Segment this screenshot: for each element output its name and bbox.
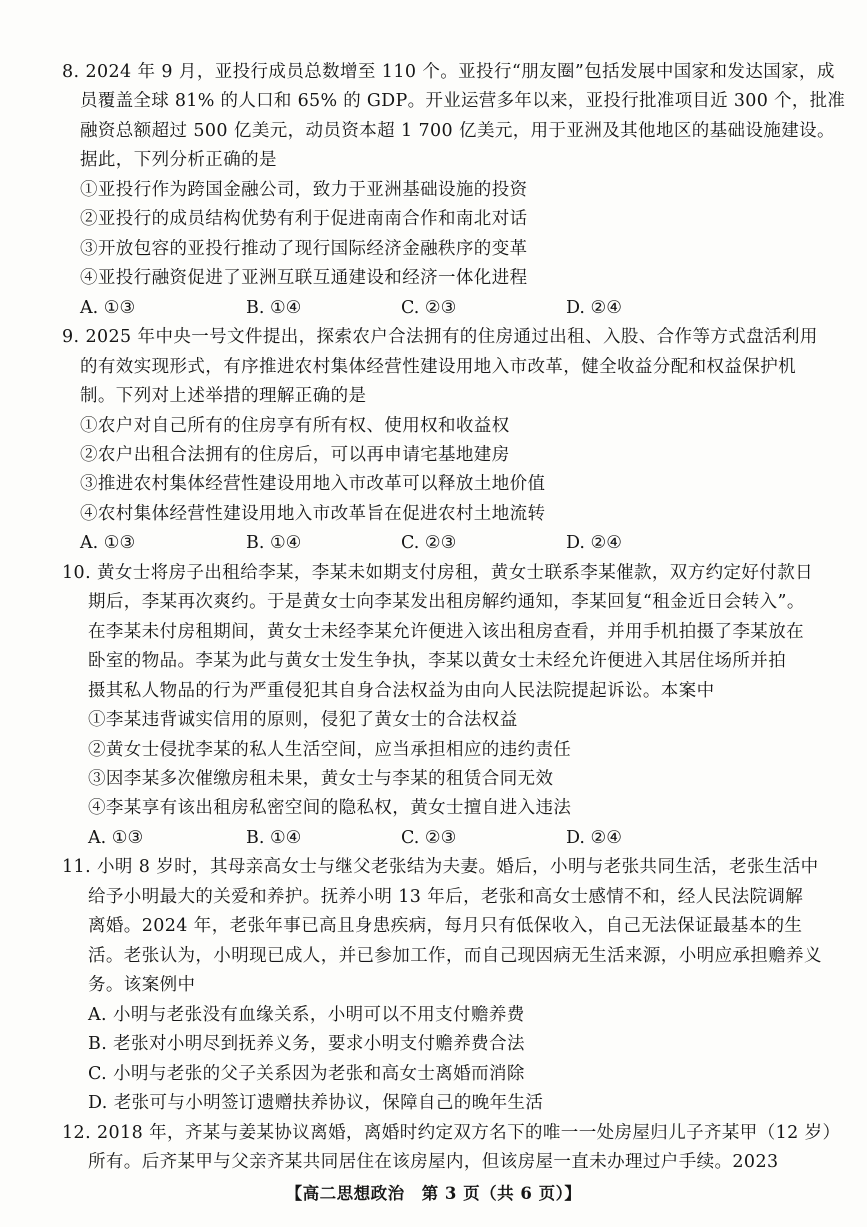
q8-line-3: 融资总额超过 500 亿美元，动员资本超 1 700 亿美元，用于亚洲及其他地区的基础设施建设。 (80, 121, 835, 141)
q9-statement-2: ②农户出租合法拥有的住房后，可以再申请宅基地建房 (80, 445, 510, 465)
q10-line-4: 卧室的物品。李某为此与黄女士发生争执，李某以黄女士未经允许便进入其居住场所并拍 (88, 651, 787, 671)
q8-line-4: 据此，下列分析正确的是 (80, 150, 277, 170)
q9-line-1: 9. 2025 年中央一号文件提出，探索农户合法拥有的住房通过出租、入股、合作等方式盘活利用 (62, 327, 818, 347)
q8-statement-1: ①亚投行作为跨国金融公司，致力于亚洲基础设施的投资 (80, 180, 528, 200)
q9-statement-3: ③推进农村集体经营性建设用地入市改革可以释放土地价值 (80, 474, 546, 494)
q10-line-3: 在李某未付房租期间，黄女士未经李某允许便进入该出租房查看，并用手机拍摄了李某放在 (88, 622, 804, 642)
q10-line-2: 期后，李某再次爽约。于是黄女士向李某发出租房解约通知，李某回复“租金近日会转入”。 (88, 592, 805, 612)
q12-line-1: 12. 2018 年，齐某与姜某协议离婚，离婚时约定双方名下的唯一一处房屋归儿子齐某甲（12 岁） (62, 1123, 841, 1143)
q10-line-5: 摄其私人物品的行为严重侵犯其自身合法权益为由向人民法院提起诉讼。本案中 (88, 681, 715, 701)
q8-line-2: 员覆盖全球 81% 的人口和 65% 的 GDP。开业运营多年以来，亚投行批准项目近 300 个，批准 (80, 91, 846, 111)
q10-option-a[interactable]: A. ①③ (88, 828, 144, 848)
q8-option-d[interactable]: D. ②④ (566, 298, 622, 318)
q10-statement-4: ④李某享有该出租房私密空间的隐私权，黄女士擅自进入违法 (88, 798, 572, 818)
q10-statement-3: ③因李某多次催缴房租未果，黄女士与李某的租赁合同无效 (88, 769, 554, 789)
q11-option-c[interactable]: C. 小明与老张的父子关系因为老张和高女士离婚而消除 (88, 1064, 525, 1084)
q8-line-1: 8. 2024 年 9 月，亚投行成员总数增至 110 个。亚投行“朋友圈”包括发展中国家和发达国家，成 (62, 62, 835, 82)
q10-option-c[interactable]: C. ②③ (401, 828, 457, 848)
q9-option-a[interactable]: A. ①③ (80, 533, 136, 553)
q11-option-b[interactable]: B. 老张对小明尽到抚养义务，要求小明支付赡养费合法 (88, 1034, 525, 1054)
q9-statement-1: ①农户对自己所有的住房享有所有权、使用权和收益权 (80, 416, 510, 436)
q10-option-d[interactable]: D. ②④ (566, 828, 622, 848)
q11-line-2: 给予小明最大的关爱和养护。抚养小明 13 年后，老张和高女士感情不和，经人民法院调解 (88, 887, 804, 907)
q8-statement-4: ④亚投行融资促进了亚洲互联互通建设和经济一体化进程 (80, 268, 528, 288)
q10-option-b[interactable]: B. ①④ (246, 828, 302, 848)
q10-line-1: 10. 黄女士将房子出租给李某，李某未如期支付房租，黄女士联系李某催款，双方约定好付款日 (62, 563, 813, 583)
q11-line-1: 11. 小明 8 岁时，其母亲高女士与继父老张结为夫妻。婚后，小明与老张共同生活，老张生活中 (62, 857, 819, 877)
q10-statement-1: ①李某违背诚实信用的原则，侵犯了黄女士的合法权益 (88, 710, 518, 730)
q12-line-2: 所有。后齐某甲与父亲齐某共同居住在该房屋内，但该房屋一直未办理过户手续。2023 (88, 1152, 779, 1172)
q9-option-c[interactable]: C. ②③ (401, 533, 457, 553)
q8-option-b[interactable]: B. ①④ (246, 298, 302, 318)
q8-option-c[interactable]: C. ②③ (401, 298, 457, 318)
q10-statement-2: ②黄女士侵扰李某的私人生活空间，应当承担相应的违约责任 (88, 740, 572, 760)
q9-statement-4: ④农村集体经营性建设用地入市改革旨在促进农村土地流转 (80, 504, 546, 524)
q11-option-a[interactable]: A. 小明与老张没有血缘关系，小明可以不用支付赡养费 (88, 1005, 525, 1025)
q11-option-d[interactable]: D. 老张可与小明签订遗赠扶养协议，保障自己的晚年生活 (88, 1093, 544, 1113)
q9-line-3: 制。下列对上述举措的理解正确的是 (80, 386, 367, 406)
q11-line-5: 务。该案例中 (88, 975, 196, 995)
q8-option-a[interactable]: A. ①③ (80, 298, 136, 318)
q8-statement-3: ③开放包容的亚投行推动了现行国际经济金融秩序的变革 (80, 239, 528, 259)
q11-line-3: 离婚。2024 年，老张年事已高且身患疾病，每月只有低保收入，自己无法保证最基本的生 (88, 916, 803, 936)
q9-line-2: 的有效实现形式，有序推进农村集体经营性建设用地入市改革，健全收益分配和权益保护机 (80, 357, 796, 377)
q11-line-4: 活。老张认为，小明现已成人，并已参加工作，而自己现因病无生活来源，小明应承担赡养义 (88, 946, 822, 966)
page-footer: 【高二思想政治 第 3 页（共 6 页）】 (285, 1184, 582, 1203)
q8-statement-2: ②亚投行的成员结构优势有利于促进南南合作和南北对话 (80, 209, 528, 229)
q9-option-b[interactable]: B. ①④ (246, 533, 302, 553)
q9-option-d[interactable]: D. ②④ (566, 533, 622, 553)
